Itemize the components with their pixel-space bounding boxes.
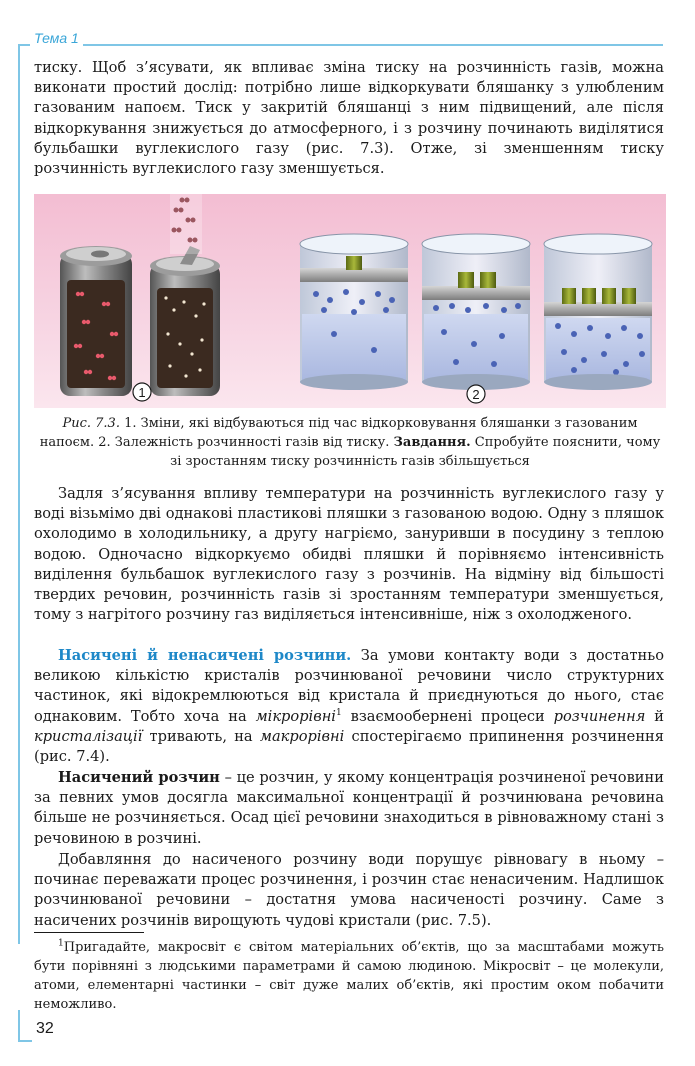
pressure-jar-3 [544,234,652,390]
saturated-paragraph: Насичені й ненасичені розчини. За умови контакту води з достатньо великою кількістю кристалів розчинюваної речовини число структурних частинок, які відокремлюються від кристала й приєднуються до нього, стає однаковим. Тобто хоча на мікрорівні$^1$ взаємообернені процеси розчинення й кристалізації тривають, на макрорівні спостерігаємо припинення розчинення (рис. 7.4). [34,647,664,766]
figure-label-2-badge [467,385,485,403]
caption-lead: Рис. 7.3. [62,416,120,431]
footer-rule-vertical [18,1010,20,1040]
figure-label-2: 2 [472,387,480,402]
figure-label-1-badge [133,383,151,401]
header-rule [18,44,663,46]
figure-caption [34,414,666,471]
figure-7-3 [34,194,666,408]
margin-rule [18,44,20,944]
term-macrolevel: макрорівні [259,727,345,745]
definition-paragraph: Насичений розчин – це розчин, у якому концентрація розчиненої речовини за певних умов досягла максимальної концентрації й розчинювана речовина більше не розчиняється. Осад цієї речовини знаходиться в рівноважному стані з речовиною в розчині. [34,769,664,847]
caption-text: 1. Зміни, які відбуваються під час відкорковування бляшанки з газованим напоєм. 2. Залежність розчинності газів від тиску. [39,416,638,450]
pressure-jar-2 [422,234,530,390]
term-crystallization: кристалізації [34,727,143,745]
pressure-jar-1 [300,234,408,390]
temperature-paragraph: Задля з’ясування впливу температури на розчинність вуглекислого газу у воді візьмімо дві однакові пластикові пляшки з газованою водою. Одну з пляшок охолодимо в холодильнику, а другу нагріємо, зануривши в посудину з теплою водою. Одночасно відкоркуємо обидві пляшки й порівняємо інтенсивність виділення бульбашок вуглекислого газу з розчинів. На відміну від більшості твердих речовин, розчинність газів зі зростанням температури зменшується, тому з нагрітого розчину газ виділяється інтенсивніше, ніж з охолодженого. [34,485,664,624]
footnote-mark: 1 [335,707,342,718]
closed-can-illustration [60,246,132,396]
figure-label-1: 1 [138,385,146,400]
term-dissolution: розчинення [553,707,646,725]
unsaturated-paragraph: Добавляння до насиченого розчину води порушує рівновагу в ньому – починає переважати процес розчинення, і розчин стає ненасиченим. Надлишок розчинюваної речовини – достатня умова насиченості розчину. Саме з насичених розчинів вирощують чудові кристали (рис. 7.5). [34,851,664,929]
term-microlevel: мікрорівні [255,707,336,725]
footnote-number: 1 [58,938,64,949]
caption-task-label: Завдання. [393,435,471,450]
opened-can-illustration [150,194,220,396]
footnote: $^1$Пригадайте, макросвіт є світом матеріальних об’єктів, що за масштабами можуть бути порівняні з людськими параметрами й самою людиною. Мікросвіт – це молекули, атоми, елементарні частинки – світ дуже малих об’єктів, які простим оком побачити неможливо. [34,938,664,1012]
caption-task-text: Спробуйте пояснити, чому зі зростанням тиску розчинність газів збільшується [170,435,661,469]
definition-term: Насичений розчин [58,769,220,786]
footnote-rule [34,932,144,933]
page-number: 32 [36,1020,54,1037]
footer-rule-horizontal [18,1040,32,1042]
chapter-title: Тема 1 [30,30,83,46]
intro-paragraph: тиску. Щоб з’ясувати, як впливає зміна тиску на розчинність газів, можна виконати простий дослід: потрібно лише відкоркувати бляшанку з улюбленим газованим напоєм. Тиск у закритій бляшанці з ним підвищений, але після відкоркування знижується до атмосферного, і з розчину починають виділятися бульбашки вуглекислого газу (рис. 7.3). Отже, зі зменшенням тиску розчинність вуглекислого газу зменшується. [34,59,664,178]
section-heading: Насичені й ненасичені розчини. [58,647,352,664]
